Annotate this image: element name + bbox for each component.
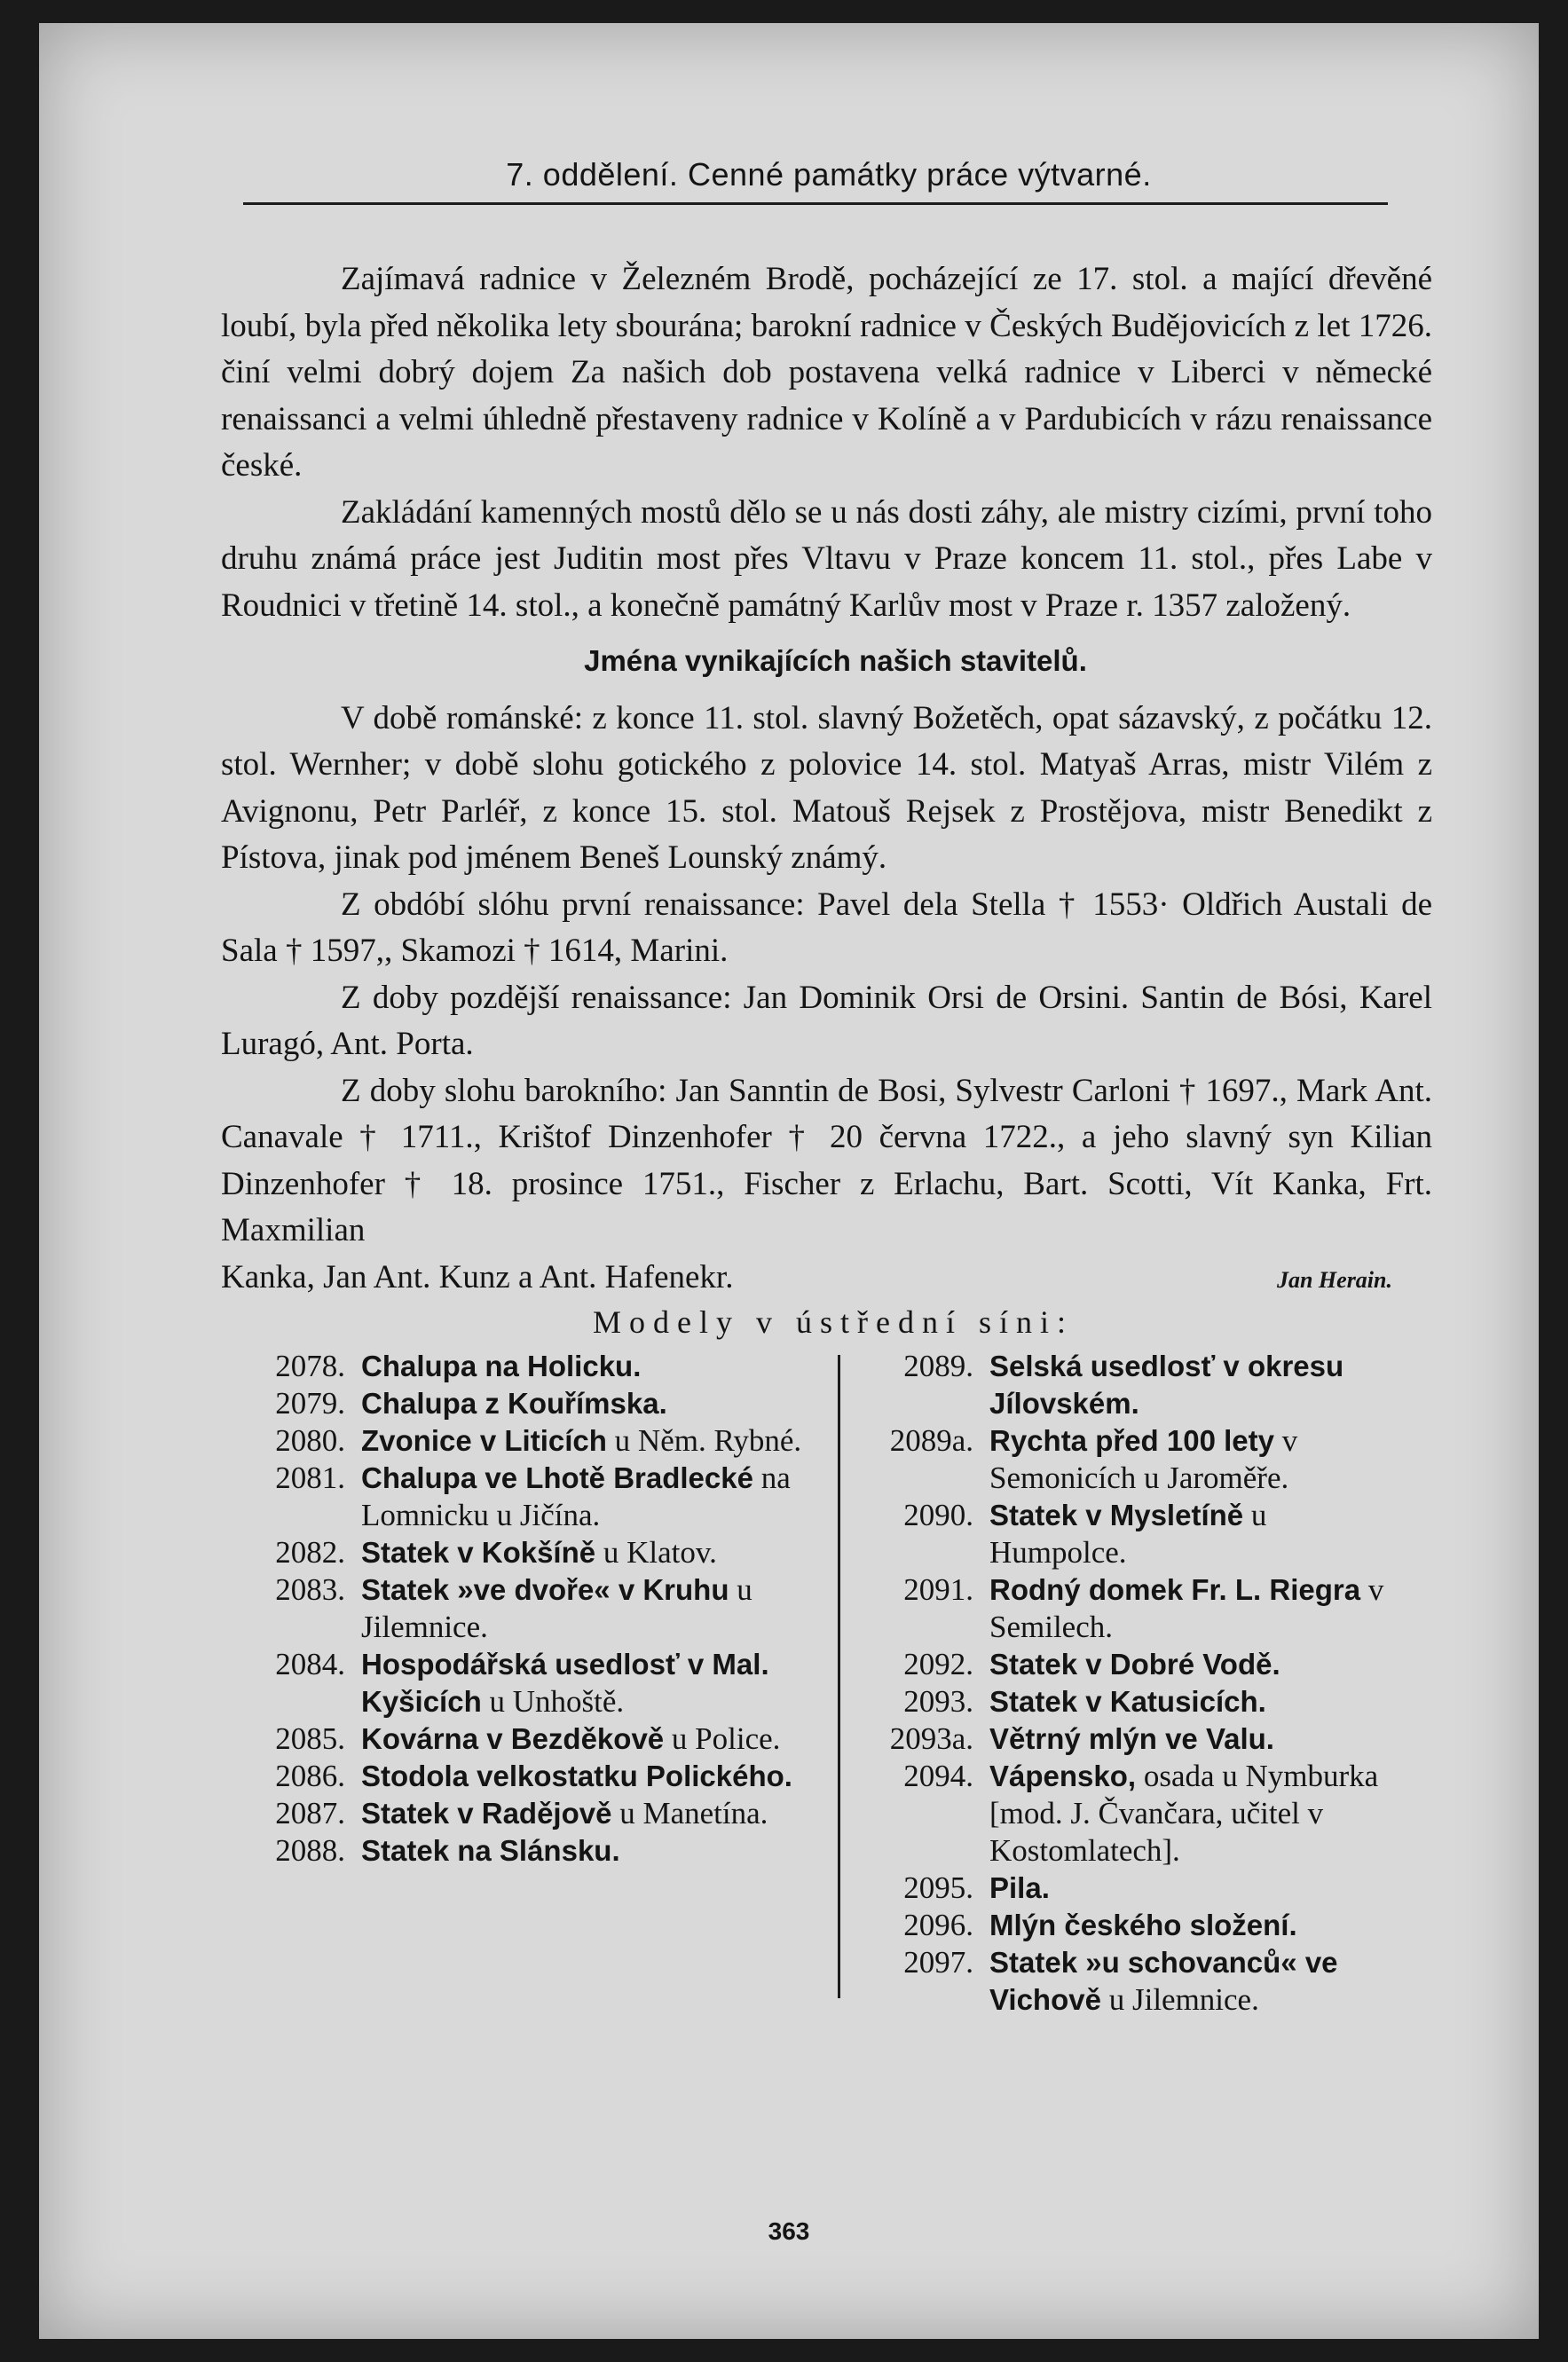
list-item — [858, 1944, 1408, 2019]
item-location: u Humpolce. — [989, 1498, 1267, 1570]
last-line: Kanka, Jan Ant. Kunz a Ant. Hafenekr. — [221, 1258, 734, 1295]
item-number: 2083. — [275, 1572, 345, 1607]
list-item — [858, 1720, 1408, 1758]
models-title: Modely v ústřední síni: — [593, 1304, 1074, 1340]
item-text — [989, 1720, 1408, 1758]
item-title: Pila. — [989, 1871, 1050, 1904]
item-number: 2088. — [275, 1833, 345, 1868]
paragraph: Z doby pozdější renaissance: Jan Dominik Orsi de Orsini. Santin de Bósi, Karel Luragó, Ant. Porta. — [221, 979, 1432, 1062]
item-text — [361, 1534, 838, 1571]
item-text — [989, 1870, 1408, 1907]
model-list-left — [181, 1348, 838, 2019]
item-location: osada u Nymburka [mod. J. Čvančara, učitel v Kostomlatech]. — [989, 1759, 1379, 1868]
item-location: v Semilech. — [989, 1572, 1384, 1644]
list-item — [234, 1758, 838, 1795]
list-item — [234, 1720, 838, 1758]
item-text — [361, 1460, 838, 1534]
item-text — [989, 1422, 1408, 1497]
list-item — [234, 1385, 838, 1422]
item-number: 2093. — [903, 1684, 973, 1719]
item-number: 2093a. — [889, 1721, 973, 1756]
item-location: u Jilemnice. — [361, 1572, 752, 1644]
list-item — [234, 1348, 838, 1385]
model-list-right — [840, 1348, 1408, 2019]
item-title: Rychta před 100 lety — [989, 1424, 1274, 1457]
list-item — [234, 1422, 838, 1460]
item-text — [361, 1571, 838, 1646]
item-location: u Manetína. — [611, 1796, 768, 1831]
item-number: 2082. — [275, 1535, 345, 1570]
paragraph: Zajímavá radnice v Železném Brodě, pocházející ze 17. stol. a mající dřevěné loubí, byla před několika lety sbourána; barokní radnice v Českých Budějovicích z let 1726. činí velmi dobrý dojem Za našich dob postavena velká radnice v Liberci v německé renaissanci a velmi úhledně přestaveny radnice v Kolíně a v Pardubicích v rázu renaissance české. — [221, 261, 1432, 484]
item-number: 2089a. — [889, 1423, 973, 1458]
scanned-page — [39, 23, 1539, 2339]
list-item — [234, 1571, 838, 1646]
item-number: 2087. — [275, 1796, 345, 1831]
list-item — [234, 1460, 838, 1534]
item-text — [989, 1571, 1408, 1646]
list-item — [858, 1683, 1408, 1720]
item-number: 2086. — [275, 1759, 345, 1793]
item-text — [989, 1944, 1408, 2019]
item-title: Mlýn českého složení. — [989, 1909, 1297, 1941]
item-title: Chalupa ve Lhotě Bradlecké — [361, 1461, 753, 1494]
body-text — [221, 256, 1432, 1303]
item-number: 2079. — [275, 1386, 345, 1421]
item-number: 2085. — [275, 1721, 345, 1756]
item-text — [361, 1758, 838, 1795]
list-item — [858, 1870, 1408, 1907]
paragraph: Z obdóbí slóhu první renaissance: Pavel dela Stella † 1553· Oldřich Austali de Sala † 1597,, Skamozi † 1614, Marini. — [221, 886, 1432, 969]
header-rule — [243, 202, 1388, 205]
item-text — [989, 1646, 1408, 1683]
item-number: 2078. — [275, 1349, 345, 1383]
item-text — [361, 1348, 838, 1385]
list-item — [858, 1348, 1408, 1422]
section-heading: Jména vynikajících našich stavitelů. — [584, 644, 1087, 677]
item-text — [361, 1720, 838, 1758]
page-content — [181, 156, 1432, 2019]
item-title: Statek v Kokšíně — [361, 1536, 596, 1569]
item-title: Selská usedlosť v okresu Jílovském. — [989, 1350, 1344, 1420]
item-number: 2089. — [903, 1349, 973, 1383]
item-title: Hospodářská usedlosť v Mal. Kyšicích — [361, 1648, 769, 1718]
item-location: u Klatov. — [595, 1535, 717, 1570]
list-item — [858, 1907, 1408, 1944]
item-number: 2094. — [903, 1759, 973, 1793]
running-header: 7. oddělení. Cenné památky práce výtvarné. — [506, 156, 1152, 193]
paragraph: Z doby slohu barokního: Jan Sanntin de Bosi, Sylvestr Carloni † 1697., Mark Ant. Canavale † 1711., Krištof Dinzenhofer † 20 června 1722., a jeho slavný syn Kilian Dinzenhofer † 18. prosince 1751., Fischer z Erlachu, Bart. Scotti, Vít Kanka, Frt. Maxmilian — [221, 1072, 1432, 1248]
item-location: u Jilemnice. — [1100, 1982, 1259, 2017]
list-item — [234, 1646, 838, 1720]
item-number: 2090. — [903, 1498, 973, 1532]
list-item — [858, 1758, 1408, 1870]
item-title: Kovárna v Bezděkově — [361, 1722, 665, 1755]
item-text — [989, 1683, 1408, 1720]
list-item — [234, 1534, 838, 1571]
page-number: 363 — [768, 2217, 810, 2245]
list-item — [858, 1422, 1408, 1497]
item-text — [989, 1907, 1408, 1944]
item-number: 2096. — [903, 1908, 973, 1942]
item-title: Větrný mlýn ve Valu. — [989, 1722, 1274, 1755]
item-location: u Unhoště. — [481, 1684, 625, 1719]
item-text — [989, 1348, 1408, 1422]
item-text — [361, 1646, 838, 1720]
list-item — [234, 1832, 838, 1870]
item-number: 2091. — [903, 1572, 973, 1607]
item-title: Statek v Katusicích. — [989, 1685, 1266, 1718]
item-title: Statek »ve dvoře« v Kruhu — [361, 1573, 729, 1606]
item-text — [989, 1758, 1408, 1870]
item-title: Rodný domek Fr. L. Riegra — [989, 1573, 1361, 1606]
item-location: u Police. — [664, 1721, 781, 1756]
item-title: Statek na Slánsku. — [361, 1834, 620, 1867]
item-title: Statek v Radějově — [361, 1797, 612, 1830]
item-text — [361, 1795, 838, 1832]
item-title: Vápensko, — [989, 1760, 1137, 1792]
item-text — [361, 1832, 838, 1870]
item-number: 2084. — [275, 1647, 345, 1681]
item-number: 2080. — [275, 1423, 345, 1458]
item-text — [989, 1497, 1408, 1571]
list-item — [858, 1571, 1408, 1646]
item-title: Zvonice v Liticích — [361, 1424, 607, 1457]
item-title: Statek v Mysletíně — [989, 1499, 1244, 1531]
author-signature: Jan Herain. — [1276, 1266, 1392, 1293]
item-text — [361, 1422, 838, 1460]
item-title: Statek v Dobré Vodě. — [989, 1648, 1280, 1681]
item-location: u Něm. Rybné. — [606, 1423, 802, 1458]
list-item — [234, 1795, 838, 1832]
item-number: 2095. — [903, 1870, 973, 1905]
item-location: v Semonicích u Jaroměře. — [989, 1423, 1298, 1495]
item-title: Chalupa z Kouřímska. — [361, 1387, 667, 1420]
item-number: 2097. — [903, 1945, 973, 1980]
paragraph: Zakládání kamenných mostů dělo se u nás dosti záhy, ale mistry cizími, první toho druhu známá práce jest Juditin most přes Vltavu v Praze koncem 11. stol., přes Labe v Roudnici v třetině 14. stol., a konečně památný Karlův most v Praze r. 1357 založený. — [221, 493, 1432, 624]
item-location: na Lomnicku u Jičína. — [361, 1461, 791, 1532]
item-text — [361, 1385, 838, 1422]
list-item — [858, 1497, 1408, 1571]
item-title: Stodola velkostatku Polického. — [361, 1760, 792, 1792]
item-title: Statek »u schovanců« ve Vichově — [989, 1946, 1338, 2016]
list-item — [858, 1646, 1408, 1683]
paragraph: V době románské: z konce 11. stol. slavný Božetěch, opat sázavský, z počátku 12. stol. Wernher; v době slohu gotického z polovice 14. stol. Matyaš Arras, mistr Vilém z Avignonu, Petr Parléř, z konce 15. stol. Matouš Rejsek z Prostějova, mistr Benedikt z Pístova, jinak pod jménem Beneš Lounský známý. — [221, 699, 1432, 876]
attribution-line — [221, 1255, 1432, 1304]
item-number: 2081. — [275, 1461, 345, 1495]
item-title: Chalupa na Holicku. — [361, 1350, 642, 1382]
item-number: 2092. — [903, 1647, 973, 1681]
model-list — [181, 1348, 1432, 2019]
